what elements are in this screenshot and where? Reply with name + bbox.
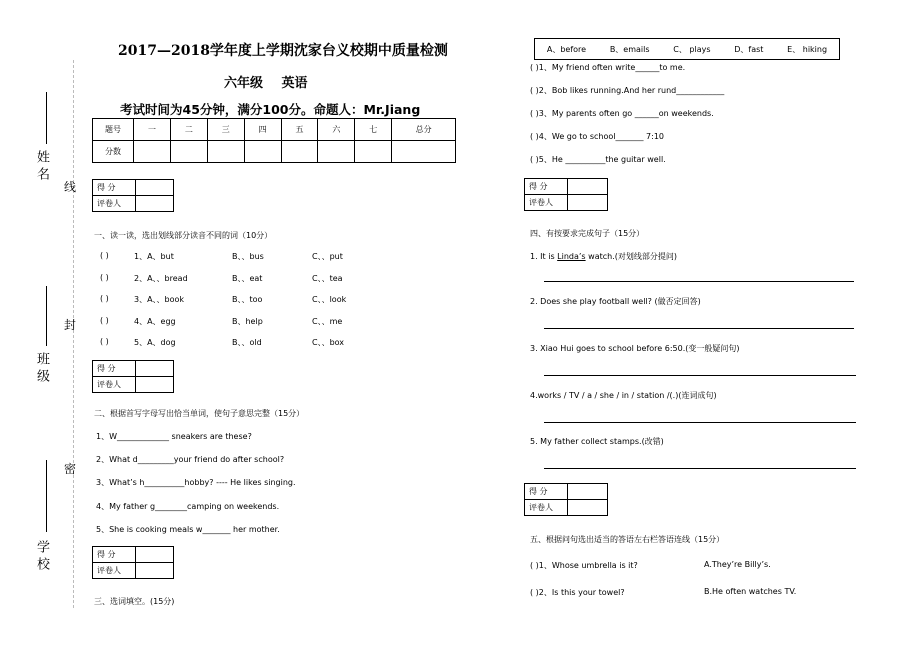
section3-title: 三、选词填空。(15分) <box>94 597 175 606</box>
grader-box <box>92 179 174 212</box>
option-b: B、help <box>232 316 263 326</box>
word-option: C、 plays <box>673 44 711 54</box>
score-table-header <box>93 119 456 141</box>
grader-name-label: 评卷人 <box>93 563 136 579</box>
section5-title: 五、根据问句选出适当的答语左右栏答语连线（15分） <box>530 535 725 544</box>
grader-name-label: 评卷人 <box>93 196 136 212</box>
option-c: C、、look <box>312 295 347 304</box>
grader-name-cell[interactable] <box>568 500 608 516</box>
answer-line[interactable] <box>544 467 856 469</box>
section4-item: 3. Xiao Hui goes to school before 6:50.(变一般疑问句) <box>530 344 740 353</box>
answer-line[interactable] <box>544 374 856 376</box>
class-label: 班 级 <box>34 352 49 383</box>
section1-item <box>100 316 400 338</box>
section3-item: ( )5、He __________the guitar well. <box>530 155 666 165</box>
class-line <box>46 286 47 346</box>
grader-score-label: 得 分 <box>93 547 136 563</box>
grader-box <box>92 546 174 579</box>
grader-box <box>92 360 174 393</box>
option-a: 5、A、dog <box>134 338 176 347</box>
matching-question: ( )2、Is this your towel? <box>530 588 625 597</box>
grader-score-cell[interactable] <box>136 180 174 196</box>
name-line <box>46 92 47 144</box>
section1-item <box>100 251 400 273</box>
word-bank <box>534 38 840 60</box>
section3-item: ( )1、My friend often write______to me. <box>530 63 686 72</box>
grader-score-cell[interactable] <box>136 361 174 377</box>
exam-info: 考试时间为45分钟，满分100分。命题人：Mr.Jiang <box>120 102 421 117</box>
score-cell[interactable] <box>355 141 392 163</box>
score-header-cell: 六 <box>318 119 355 141</box>
section2-item: 2、What d_________your friend do after school? <box>96 455 285 465</box>
name-label: 姓 名 <box>34 150 49 181</box>
section4-item: 2. Does she play football well? (做否定回答) <box>530 297 701 306</box>
section2-item: 1、W_____________ sneakers are these? <box>96 432 252 441</box>
score-table <box>92 118 456 163</box>
option-c: C、、box <box>312 338 345 347</box>
section1-title: 一、读一读，选出划线部分读音不同的词（10分） <box>94 231 273 240</box>
score-table-row <box>93 141 456 163</box>
option-a: 3、A、、book <box>134 295 185 304</box>
answer-paren[interactable]: ( ) <box>100 251 109 260</box>
score-cell[interactable] <box>134 141 171 163</box>
score-cell[interactable] <box>392 141 456 163</box>
grader-score-label: 得 分 <box>93 361 136 377</box>
option-b: B、、eat <box>232 273 263 283</box>
section2-item: 3、What’s h__________hobby? ---- He likes singing. <box>96 478 296 488</box>
matching-answer: B.He often watches TV. <box>704 587 797 596</box>
grader-score-cell[interactable] <box>136 547 174 563</box>
answer-paren[interactable]: ( ) <box>100 337 109 346</box>
score-header-cell: 七 <box>355 119 392 141</box>
answer-paren[interactable]: ( ) <box>100 294 109 303</box>
score-header-cell: 题号 <box>93 119 134 141</box>
grader-name-label: 评卷人 <box>525 195 568 211</box>
grader-score-cell[interactable] <box>568 484 608 500</box>
score-header-cell: 二 <box>170 119 207 141</box>
option-c: C、、tea <box>312 273 343 283</box>
cut-mark-line: 线 <box>64 180 77 194</box>
binding-line <box>73 60 74 608</box>
grader-score-label: 得 分 <box>525 484 568 500</box>
answer-line[interactable] <box>544 280 854 282</box>
score-row-label: 分数 <box>93 141 134 163</box>
answer-line[interactable] <box>544 421 856 423</box>
grader-score-label: 得 分 <box>525 179 568 195</box>
grader-score-cell[interactable] <box>568 179 608 195</box>
score-cell[interactable] <box>318 141 355 163</box>
option-c: C、、put <box>312 252 343 261</box>
section2-list <box>96 431 296 547</box>
section4-item: 4.works / TV / a / she / in / station /(.)(连词成句) <box>530 391 717 400</box>
q1-prefix: 1. It is <box>530 252 558 261</box>
grader-box <box>524 483 608 516</box>
matching-question: ( )1、Whose umbrella is it? <box>530 561 638 570</box>
option-b: B、、too <box>232 295 263 304</box>
section4-item: 5. My father collect stamps.(改错) <box>530 437 664 446</box>
word-option: E、 hiking <box>787 44 828 54</box>
grader-name-cell[interactable] <box>136 377 174 393</box>
section3-list <box>530 62 724 177</box>
q1-underlined: Linda’s <box>557 252 586 261</box>
answer-line[interactable] <box>544 327 854 329</box>
score-header-cell: 三 <box>207 119 244 141</box>
grader-name-cell[interactable] <box>568 195 608 211</box>
grade-subject: 六年级 英语 <box>224 76 308 91</box>
exam-title: 2017—2018学年度上学期沈家台义校期中质量检测 <box>118 43 448 59</box>
section1-item <box>100 294 400 316</box>
section1-item <box>100 337 400 359</box>
q1-suffix: watch.(对划线部分提问) <box>585 252 677 261</box>
school-line <box>46 460 47 532</box>
option-c: C、、me <box>312 316 343 326</box>
grader-name-label: 评卷人 <box>525 500 568 516</box>
section1-item <box>100 273 400 295</box>
cut-mark-dense: 密 <box>64 462 77 476</box>
section2-item: 5、She is cooking meals w_______ her mother. <box>96 524 280 534</box>
grader-score-label: 得 分 <box>93 180 136 196</box>
section4-item <box>530 251 677 262</box>
score-cell[interactable] <box>244 141 281 163</box>
cut-mark-seal: 封 <box>64 318 77 332</box>
section3-item: ( )4、We go to school_______ 7:10 <box>530 132 665 142</box>
section3-item: ( )3、My parents often go ______on weekends. <box>530 109 714 119</box>
section2-title: 二、根据首写字母写出恰当单词，使句子意思完整（15分） <box>94 409 305 418</box>
score-cell[interactable] <box>207 141 244 163</box>
section4-title: 四、有按要求完成句子（15分） <box>530 229 645 238</box>
section3-item: ( )2、Bob likes running.And her rund____________ <box>530 86 725 96</box>
grader-name-label: 评卷人 <box>93 377 136 393</box>
word-option: B、emails <box>609 44 650 54</box>
option-a: 2、A、、bread <box>134 273 188 283</box>
section2-item: 4、My father g________camping on weekends. <box>96 501 280 511</box>
score-header-cell: 五 <box>281 119 318 141</box>
score-cell[interactable] <box>281 141 318 163</box>
option-a: 1、A、but <box>134 252 174 261</box>
answer-paren[interactable]: ( ) <box>100 272 109 282</box>
answer-paren[interactable]: ( ) <box>100 315 109 325</box>
grader-name-cell[interactable] <box>136 196 174 212</box>
score-header-cell: 一 <box>134 119 171 141</box>
grader-name-cell[interactable] <box>136 563 174 579</box>
option-a: 4、A、egg <box>134 316 176 326</box>
score-cell[interactable] <box>170 141 207 163</box>
matching-answer: A.They’re Billy’s. <box>704 560 771 569</box>
score-header-cell: 总分 <box>392 119 456 141</box>
word-option: D、fast <box>734 44 764 54</box>
word-option: A、before <box>546 44 587 54</box>
option-b: B、、old <box>232 338 262 347</box>
grader-box <box>524 178 608 211</box>
school-label: 学 校 <box>34 540 49 571</box>
score-header-cell: 四 <box>244 119 281 141</box>
section1-list <box>100 251 400 359</box>
option-b: B、、bus <box>232 252 264 261</box>
